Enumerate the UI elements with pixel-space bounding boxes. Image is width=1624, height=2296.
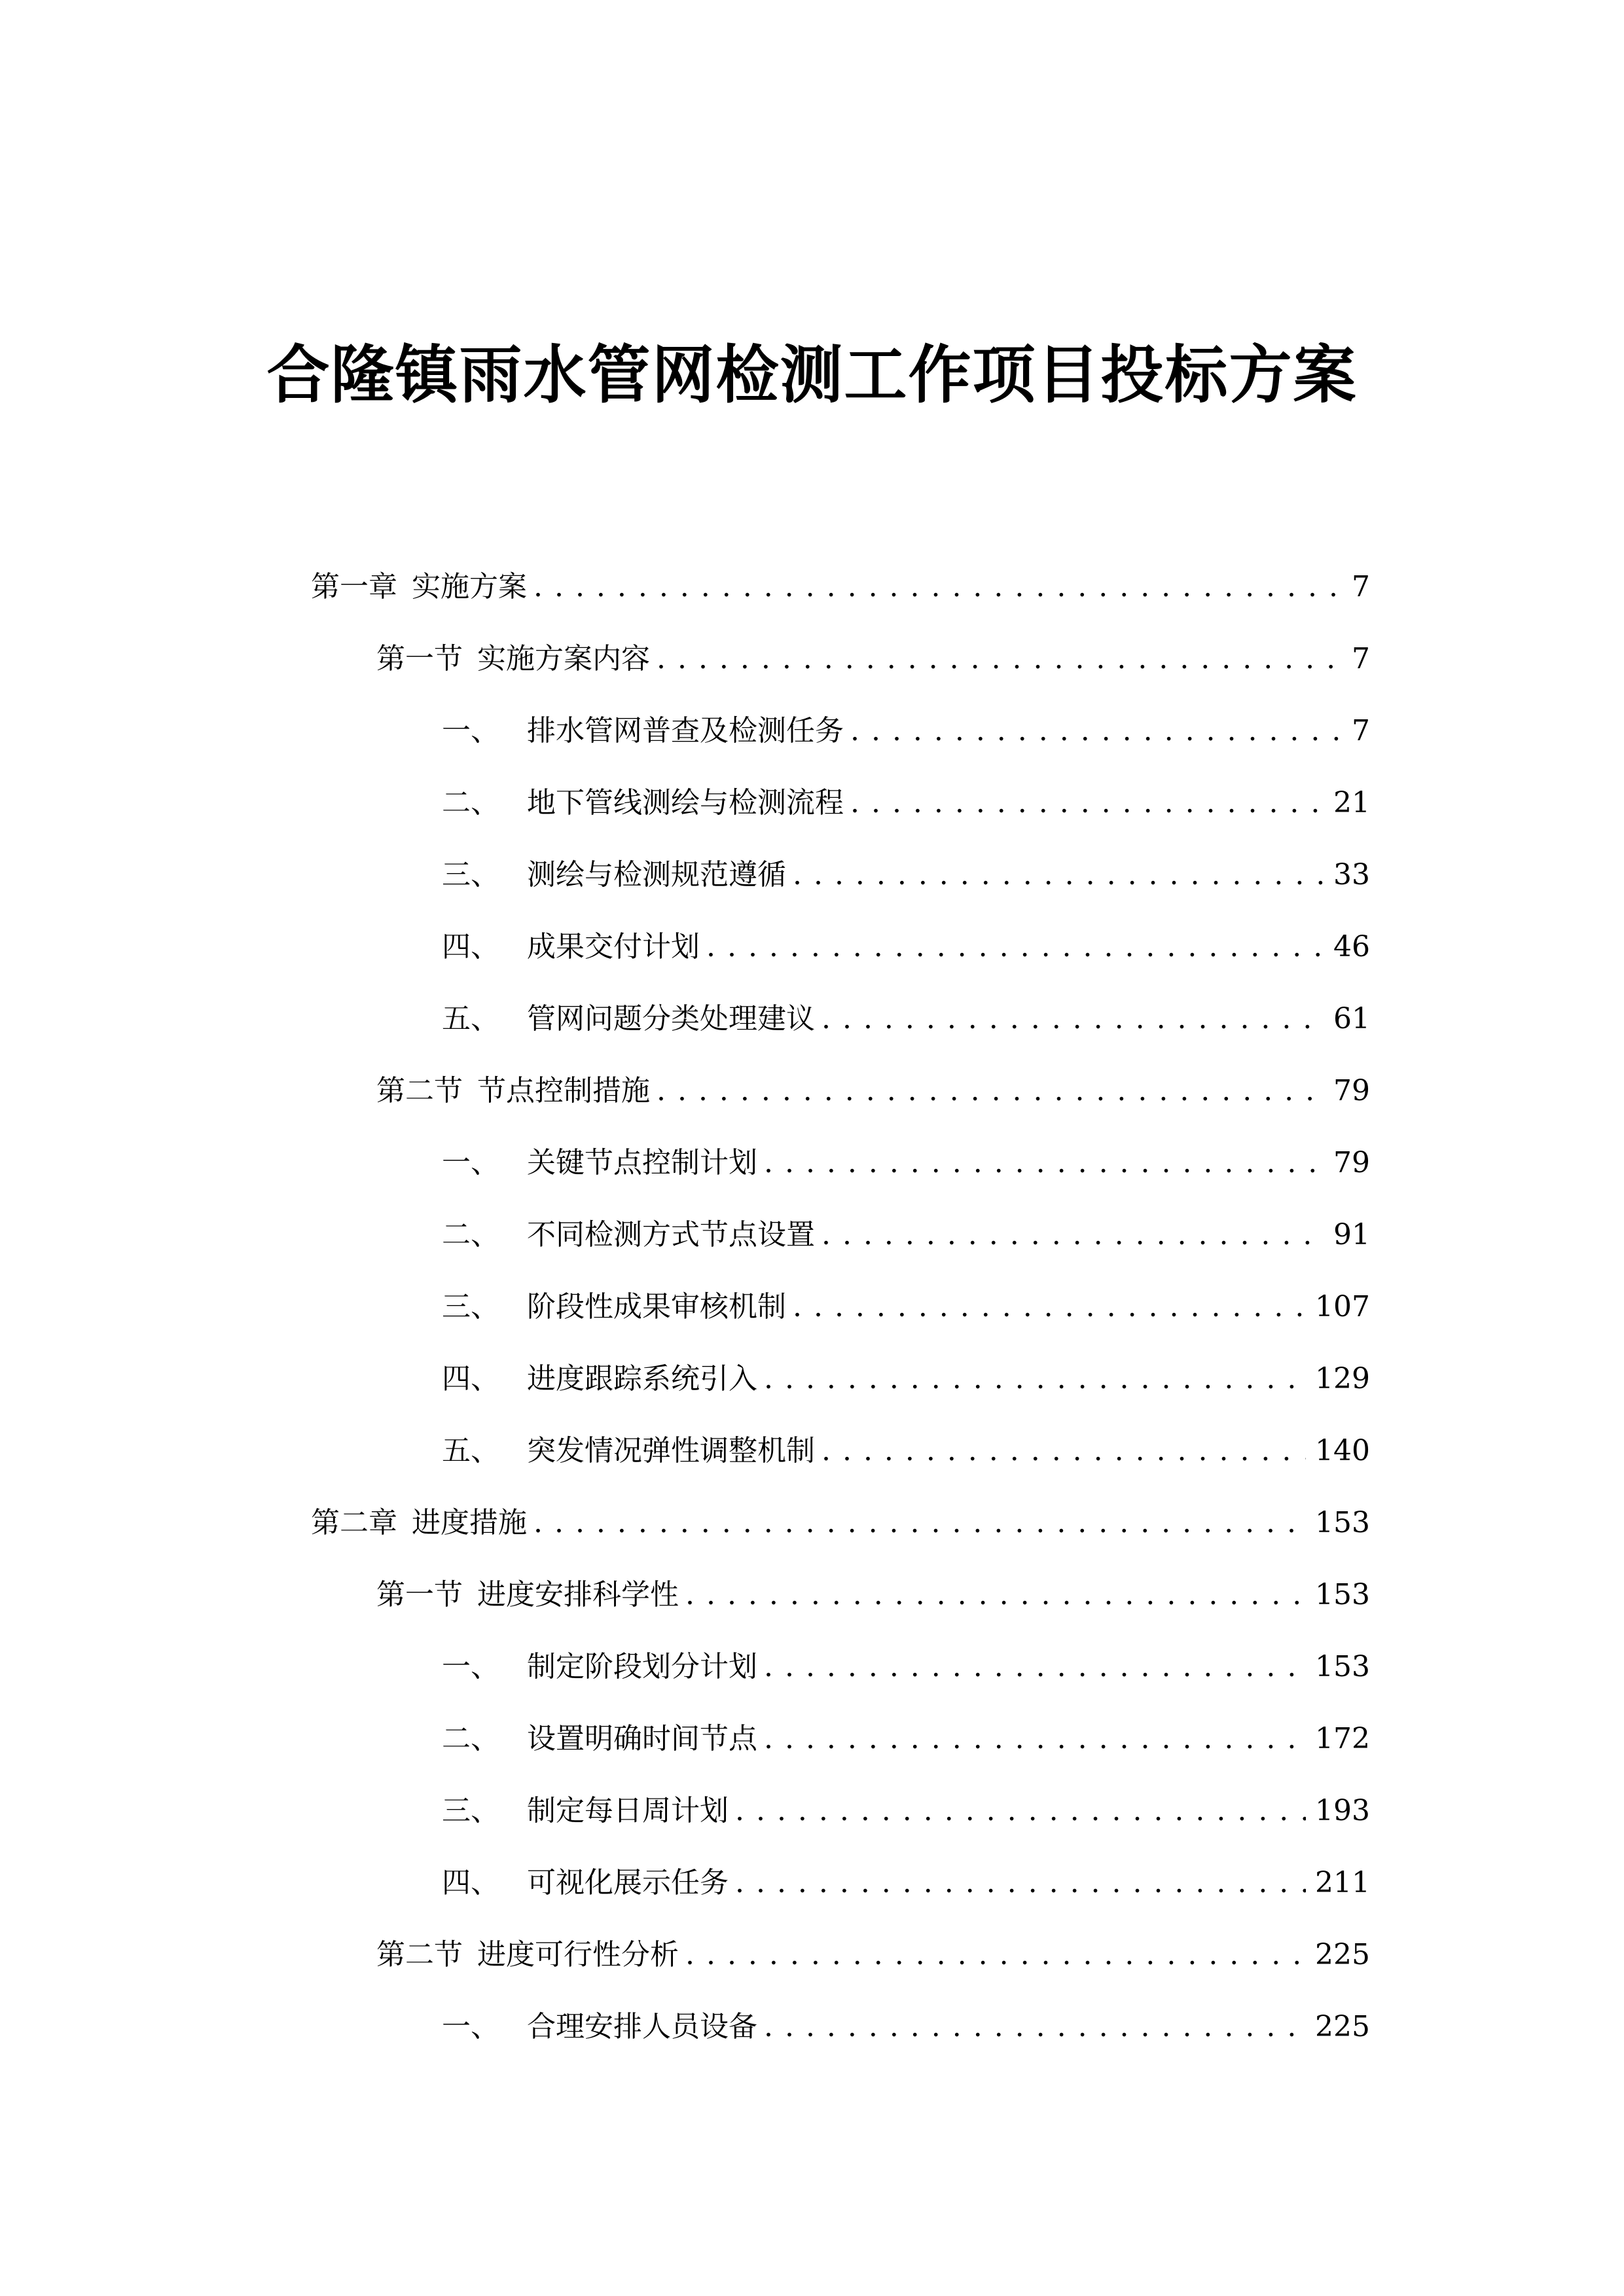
toc-entry-page: 211 <box>1315 1866 1370 1899</box>
toc-entry-label: 实施方案 <box>412 570 527 603</box>
toc-entry-item[interactable] <box>442 1788 1370 1834</box>
toc-entry-label: 地下管线测绘与检测流程 <box>527 786 844 819</box>
toc-entry-label: 突发情况弹性调整机制 <box>527 1434 815 1467</box>
toc-entry-item[interactable] <box>442 1716 1370 1762</box>
toc-leader-dots <box>735 1788 1306 1834</box>
toc-leader-dots <box>735 1860 1306 1906</box>
toc-entry-number: 第一章 <box>311 570 397 603</box>
toc-entry-section[interactable] <box>376 1572 1370 1618</box>
toc-leader-dots <box>764 1140 1324 1186</box>
toc-entry-number: 四、 <box>442 930 499 963</box>
toc-entry-page: 225 <box>1315 1938 1370 1971</box>
toc-leader-dots <box>821 1428 1306 1474</box>
toc-leader-dots <box>533 1500 1306 1546</box>
toc-leader-dots <box>706 924 1324 970</box>
toc-leader-dots <box>657 1068 1324 1114</box>
toc-entry-label: 进度措施 <box>412 1506 527 1539</box>
toc-entry-page: 33 <box>1333 858 1370 891</box>
toc-entry-number: 二、 <box>442 786 499 819</box>
document-title: 合隆镇雨水管网检测工作项目投标方案 <box>266 338 1358 412</box>
toc-entry-page: 7 <box>1352 714 1370 747</box>
toc-leader-dots <box>850 780 1324 826</box>
toc-entry-item[interactable] <box>442 852 1370 898</box>
toc-entry-chapter-1[interactable] <box>311 564 1370 610</box>
toc-entry-label: 测绘与检测规范遵循 <box>527 858 786 891</box>
toc-entry-number: 三、 <box>442 858 499 891</box>
toc-entry-page: 172 <box>1315 1722 1370 1755</box>
toc-entry-section[interactable] <box>376 636 1370 682</box>
toc-entry-label: 制定每日周计划 <box>527 1794 729 1827</box>
toc-entry-label: 设置明确时间节点 <box>527 1722 757 1755</box>
toc-leader-dots <box>764 2004 1306 2050</box>
toc-entry-number: 五、 <box>442 1002 499 1035</box>
toc-entry-number: 四、 <box>442 1866 499 1899</box>
toc-leader-dots <box>764 1356 1306 1402</box>
toc-leader-dots <box>821 1212 1324 1258</box>
toc-entry-page: 140 <box>1315 1434 1370 1467</box>
toc-entry-chapter-2[interactable] <box>311 1500 1370 1546</box>
toc-entry-item[interactable] <box>442 2004 1370 2050</box>
toc-entry-label: 阶段性成果审核机制 <box>527 1290 786 1323</box>
toc-entry-page: 61 <box>1333 1002 1370 1035</box>
toc-entry-page: 225 <box>1315 2010 1370 2043</box>
toc-entry-number: 二、 <box>442 1722 499 1755</box>
toc-entry-label: 节点控制措施 <box>477 1074 650 1107</box>
toc-leader-dots <box>533 564 1343 610</box>
toc-entry-number: 第一节 <box>376 642 463 675</box>
toc-entry-page: 79 <box>1333 1074 1370 1107</box>
toc-entry-label: 可视化展示任务 <box>527 1866 729 1899</box>
toc-entry-item[interactable] <box>442 1356 1370 1402</box>
toc-entry-page: 153 <box>1315 1650 1370 1683</box>
toc-entry-number: 一、 <box>442 1650 499 1683</box>
toc-entry-item[interactable] <box>442 1140 1370 1186</box>
toc-entry-item[interactable] <box>442 1428 1370 1474</box>
toc-entry-number: 第二节 <box>376 1074 463 1107</box>
toc-entry-number: 三、 <box>442 1794 499 1827</box>
toc-entry-page: 79 <box>1333 1146 1370 1179</box>
toc-entry-number: 五、 <box>442 1434 499 1467</box>
toc-entry-number: 一、 <box>442 714 499 747</box>
toc-entry-number: 第二章 <box>311 1506 397 1539</box>
toc-entry-label: 排水管网普查及检测任务 <box>527 714 844 747</box>
toc-entry-item[interactable] <box>442 996 1370 1042</box>
toc-entry-page: 7 <box>1352 570 1370 603</box>
toc-leader-dots <box>685 1572 1306 1618</box>
toc-leader-dots <box>764 1716 1306 1762</box>
toc-leader-dots <box>793 852 1324 898</box>
toc-entry-item[interactable] <box>442 924 1370 970</box>
toc-entry-page: 46 <box>1333 930 1370 963</box>
toc-entry-number: 四、 <box>442 1362 499 1395</box>
toc-entry-item[interactable] <box>442 1860 1370 1906</box>
toc-entry-page: 107 <box>1315 1290 1370 1323</box>
toc-entry-number: 三、 <box>442 1290 499 1323</box>
toc-leader-dots <box>793 1284 1306 1330</box>
toc-leader-dots <box>764 1644 1306 1690</box>
toc-entry-label: 关键节点控制计划 <box>527 1146 757 1179</box>
toc-entry-label: 进度安排科学性 <box>477 1578 679 1611</box>
toc-entry-label: 不同检测方式节点设置 <box>527 1218 815 1251</box>
toc-entry-number: 二、 <box>442 1218 499 1251</box>
toc-entry-number: 一、 <box>442 1146 499 1179</box>
toc-entry-page: 91 <box>1333 1218 1370 1251</box>
toc-entry-page: 7 <box>1352 642 1370 675</box>
toc-entry-page: 21 <box>1333 786 1370 819</box>
toc-leader-dots <box>657 636 1343 682</box>
toc-entry-label: 制定阶段划分计划 <box>527 1650 757 1683</box>
toc-entry-page: 193 <box>1315 1794 1370 1827</box>
toc-entry-label: 管网问题分类处理建议 <box>527 1002 815 1035</box>
toc-entry-item[interactable] <box>442 1644 1370 1690</box>
toc-entry-page: 129 <box>1315 1362 1370 1395</box>
toc-entry-label: 实施方案内容 <box>477 642 650 675</box>
toc-leader-dots <box>850 708 1343 754</box>
toc-entry-number: 第二节 <box>376 1938 463 1971</box>
toc-entry-section[interactable] <box>376 1932 1370 1978</box>
toc-entry-item[interactable] <box>442 1212 1370 1258</box>
toc-entry-section[interactable] <box>376 1068 1370 1114</box>
toc-entry-item[interactable] <box>442 708 1370 754</box>
toc-entry-label: 合理安排人员设备 <box>527 2010 757 2043</box>
toc-entry-page: 153 <box>1315 1578 1370 1611</box>
toc-entry-number: 第一节 <box>376 1578 463 1611</box>
toc-entry-item[interactable] <box>442 1284 1370 1330</box>
toc-leader-dots <box>821 996 1324 1042</box>
toc-entry-page: 153 <box>1315 1506 1370 1539</box>
toc-leader-dots <box>685 1932 1306 1978</box>
toc-entry-label: 成果交付计划 <box>527 930 700 963</box>
toc-entry-number: 一、 <box>442 2010 499 2043</box>
toc-entry-label: 进度可行性分析 <box>477 1938 679 1971</box>
toc-entry-label: 进度跟踪系统引入 <box>527 1362 757 1395</box>
toc-entry-item[interactable] <box>442 780 1370 826</box>
